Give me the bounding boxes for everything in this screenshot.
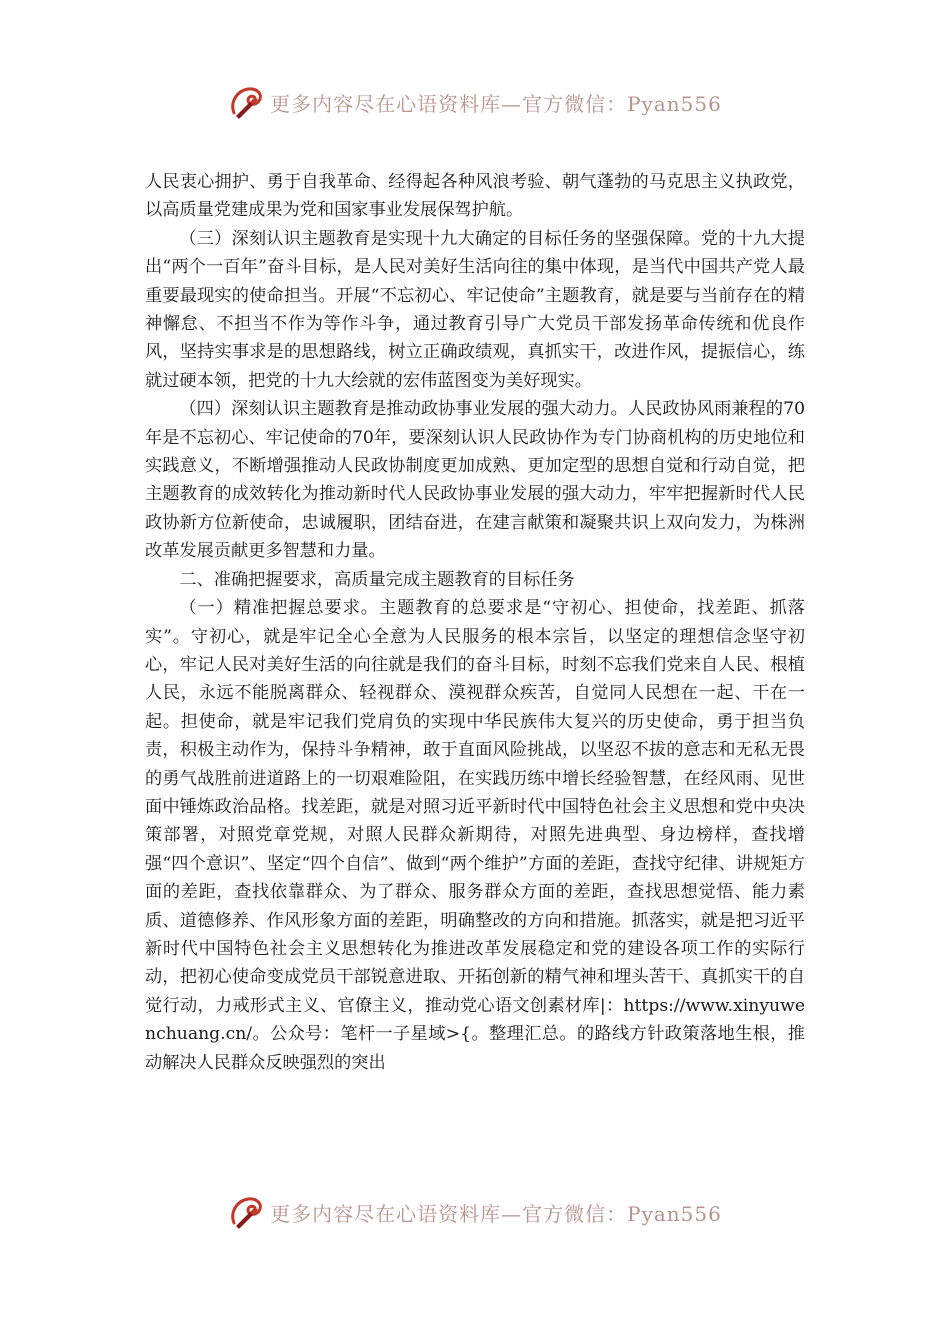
footer-banner [0,1190,950,1234]
paragraph: （三）深刻认识主题教育是实现十九大确定的目标任务的坚强保障。党的十九大提出“两个一百年”奋斗目标，是人民对美好生活向往的集中体现，是当代中国共产党人最重要最现实的使命担当。开展“不忘初心、牢记使命”主题教育，就是要与当前存在的精神懈怠、不担当不作为等作斗争，通过教育引导广大党员干部发扬革命传统和优良作风，坚持实事求是的思想路线，树立正确政绩观，真抓实干，改进作风，提振信心，练就过硬本领，把党的十九大绘就的宏伟蓝图变为美好现实。 [145,228,805,391]
banner-text: 更多内容尽在心语资料库—官方微信：Pyan556 [270,91,722,116]
banner-text: 更多内容尽在心语资料库—官方微信：Pyan556 [270,1201,722,1226]
paragraph: （一）精准把握总要求。主题教育的总要求是“守初心、担使命，找差距、抓落实”。守初心，就是牢记全心全意为人民服务的根本宗旨，以坚定的理想信念坚守初心，牢记人民对美好生活的向往就是我们的奋斗目标，时刻不忘我们党来自人民、根植人民，永远不能脱离群众、轻视群众、漠视群众疾苦，自觉同人民想在一起、干在一起。担使命，就是牢记我们党肩负的实现中华民族伟大复兴的历史使命，勇于担当负责，积极主动作为，保持斗争精神，敢于直面风险挑战，以坚忍不拔的意志和无私无畏的勇气战胜前进道路上的一切艰难险阻，在实践历练中增长经验智慧，在经风雨、见世面中锤炼政治品格。找差距，就是对照习近平新时代中国特色社会主义思想和党中央决策部署，对照党章党规，对照人民群众新期待，对照先进典型、身边榜样，查找增强“四个意识”、坚定“四个自信”、做到“两个维护”方面的差距，查找守纪律、讲规矩方面的差距，查找依靠群众、为了群众、服务群众方面的差距，查找思想觉悟、能力素质、道德修养、作风形象方面的差距，明确整改的方向和措施。抓落实，就是把习近平新时代中国特色社会主义思想转化为推进改革发展稳定和党的建设各项工作的实际行动，把初心使命变成党员干部锐意进取、开拓创新的精气神和埋头苦干、真抓实干的自觉行动，力戒形式主义、官僚主义，推动党心语文创素材库|：https://www.xinyuwenchuang.cn/。公众号：笔杆一子星域>{。整理汇总。的路线方针政策落地生根，推动解决人民群众反映强烈的突出 [145,598,805,1073]
paragraph: （四）深刻认识主题教育是推动政协事业发展的强大动力。人民政协风雨兼程的70年是不忘初心、牢记使命的70年，要深刻认识人民政协作为专门协商机构的历史地位和实践意义，不断增强推动人民政协制度更加成熟、更加定型的思想自觉和行动自觉，把主题教育的成效转化为推动新时代人民政协事业发展的强大动力，牢牢把握新时代人民政协新方位新使命，忠诚履职，团结奋进，在建言献策和凝聚共识上双向发力，为株洲改革发展贡献更多智慧和力量。 [145,399,805,562]
paragraph: 人民衷心拥护、勇于自我革命、经得起各种风浪考验、朝气蓬勃的马克思主义执政党，以高质量党建成果为党和国家事业发展保驾护航。 [145,172,805,221]
pen-swirl-logo-icon [228,83,266,121]
pen-swirl-logo-icon [228,1193,266,1231]
document-body [145,168,805,1077]
header-banner [0,80,950,124]
section-heading: 二、准确把握要求，高质量完成主题教育的目标任务 [179,569,575,590]
